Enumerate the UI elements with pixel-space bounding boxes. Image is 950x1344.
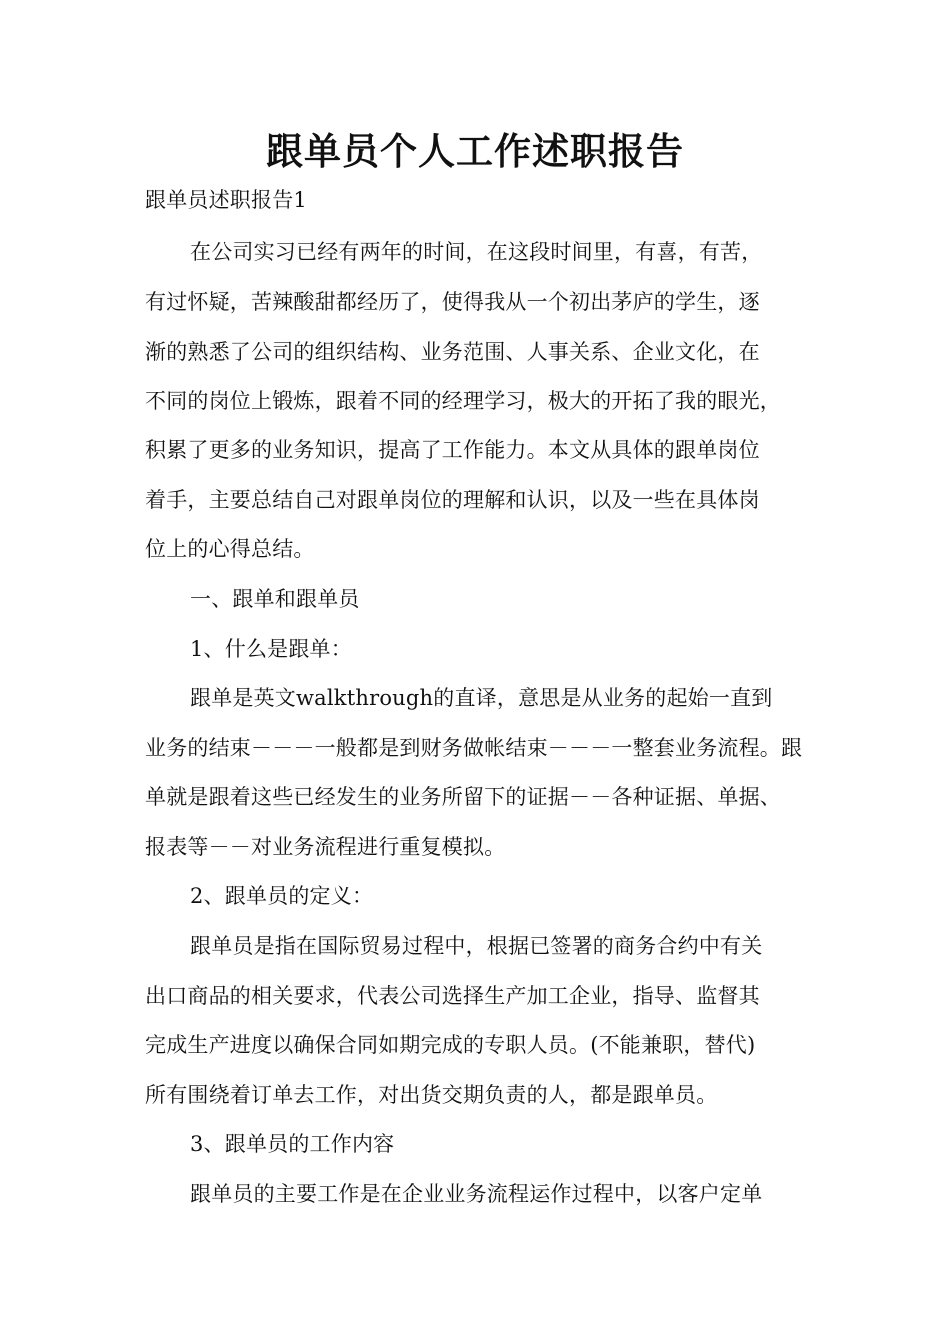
paragraph-1-line: 积累了更多的业务知识，提高了工作能力。本文从具体的跟单岗位 (145, 438, 760, 462)
paragraph-3-line: 跟单员是指在国际贸易过程中，根据已签署的商务合约中有关 (190, 934, 763, 958)
paragraph-1-line: 有过怀疑，苦辣酸甜都经历了，使得我从一个初出茅庐的学生，逐 (145, 290, 760, 314)
paragraph-1-line: 位上的心得总结。 (145, 537, 315, 561)
paragraph-2-line: 报表等－－对业务流程进行重复模拟。 (145, 835, 506, 859)
document-subtitle: 跟单员述职报告1 (145, 188, 307, 212)
paragraph-2-line: 业务的结束－－－一般都是到财务做帐结束－－－一整套业务流程。跟 (145, 736, 803, 760)
paragraph-1-line: 在公司实习已经有两年的时间，在这段时间里，有喜，有苦， (190, 240, 763, 264)
paragraph-4-line: 跟单员的主要工作是在企业业务流程运作过程中，以客户定单 (190, 1182, 763, 1206)
paragraph-3-line: 完成生产进度以确保合同如期完成的专职人员。(不能兼职，替代) (145, 1033, 756, 1057)
paragraph-1-line: 着手，主要总结自己对跟单岗位的理解和认识，以及一些在具体岗 (145, 488, 760, 512)
paragraph-3-line: 所有围绕着订单去工作，对出货交期负责的人，都是跟单员。 (145, 1083, 718, 1107)
paragraph-1-line: 渐的熟悉了公司的组织结构、业务范围、人事关系、企业文化，在 (145, 340, 760, 364)
item-heading: 3、跟单员的工作内容 (190, 1132, 395, 1156)
paragraph-1-line: 不同的岗位上锻炼，跟着不同的经理学习，极大的开拓了我的眼光， (145, 389, 781, 413)
paragraph-2-line: 跟单是英文walkthrough的直译，意思是从业务的起始一直到 (190, 686, 773, 710)
item-heading: 1、什么是跟单： (190, 637, 352, 661)
paragraph-3-line: 出口商品的相关要求，代表公司选择生产加工企业，指导、监督其 (145, 984, 760, 1008)
document-title: 跟单员个人工作述职报告 (266, 130, 684, 173)
item-heading: 2、跟单员的定义： (190, 884, 374, 908)
section-heading: 一、跟单和跟单员 (190, 587, 360, 611)
paragraph-2-line: 单就是跟着这些已经发生的业务所留下的证据－－各种证据、单据、 (145, 785, 781, 809)
